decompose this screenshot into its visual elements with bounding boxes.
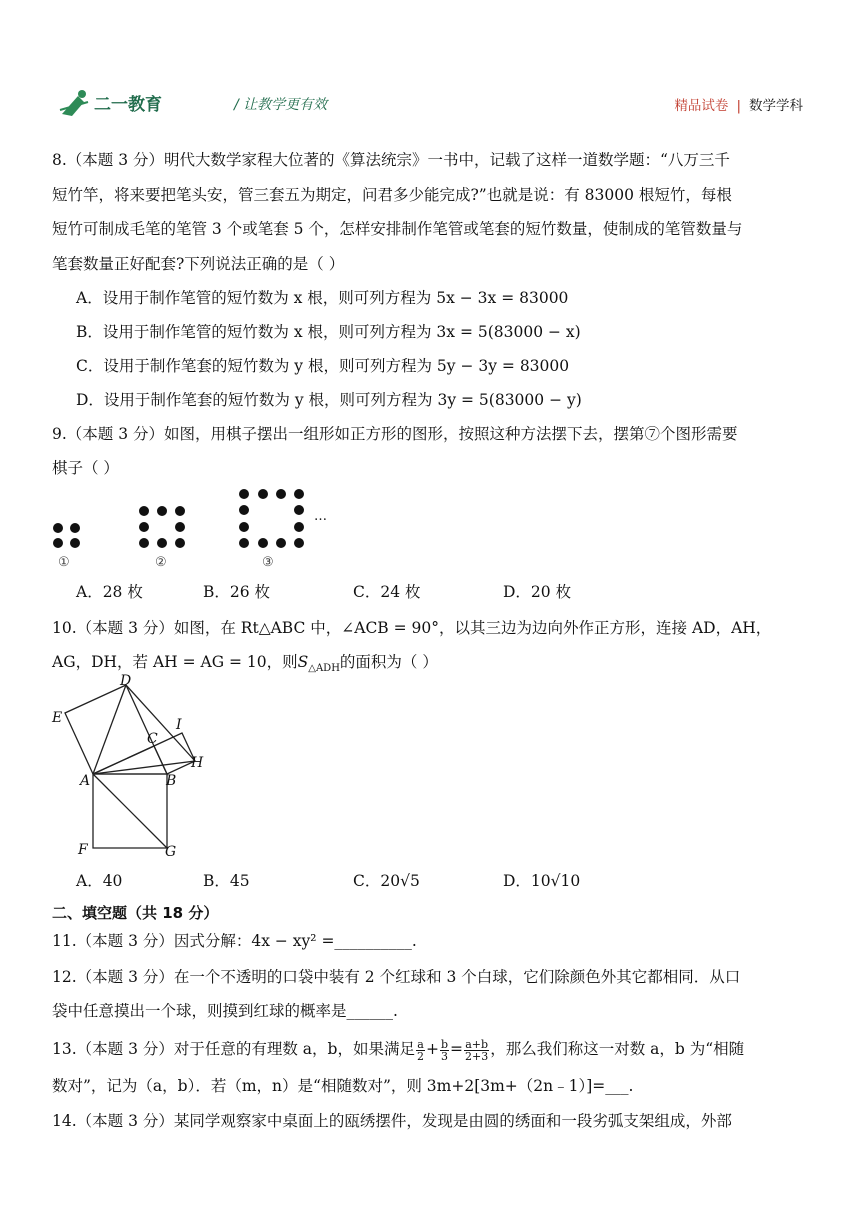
q9-fig3-dot [258, 538, 268, 548]
q8-option-b: B．设用于制作笔管的短竹数为 x 根，则可列方程为 3x = 5(83000 − x) [76, 323, 581, 341]
q10-area-symbol: S [297, 653, 309, 671]
label-d: D [120, 673, 132, 689]
header-slogan: / 让教学更有效 [234, 97, 328, 113]
q9-fig3-dot [294, 505, 304, 515]
q9-fig1-dot [70, 538, 80, 548]
label-f: F [78, 842, 88, 858]
q9-fig1-dot [53, 538, 63, 548]
segment-ag [93, 774, 167, 848]
q9-option-b: B．26 枚 [203, 583, 271, 601]
label-g: G [165, 844, 177, 860]
q9-fig3-dot [294, 522, 304, 532]
q8-option-a: A．设用于制作笔管的短竹数为 x 根，则可列方程为 5x − 3x = 83000 [76, 289, 569, 307]
header-label-subject: 数学学科 [749, 98, 803, 114]
logo-text: 二一教育 [94, 95, 162, 115]
q9-fig3-dot [239, 538, 249, 548]
header-subject [674, 94, 803, 114]
q9-ellipsis: … [314, 509, 327, 524]
label-c: C [147, 731, 158, 747]
q12-line-1: 12.（本题 3 分）在一个不透明的口袋中装有 2 个红球和 3 个白球，它们除颜色外其它都相同．从口 [52, 968, 741, 986]
q13-plus: + [425, 1040, 439, 1058]
q9-fig3-dot [276, 489, 286, 499]
q10-option-c: C．20√5 [353, 872, 420, 890]
q9-fig2-dot [139, 538, 149, 548]
q13-equals: = [450, 1040, 464, 1058]
label-b: B [166, 773, 177, 789]
q8-line-3: 短竹可制成毛笔的笔管 3 个或笔套 5 个，怎样安排制作笔管或笔套的短竹数量，使制成的笔管数量与 [52, 220, 743, 238]
segment-dh [126, 685, 195, 761]
q9-line-1: 9.（本题 3 分）如图，用棋子摆出一组形如正方形的图形，按照这种方法摆下去，摆第⑦个图形需要 [52, 425, 738, 443]
header-separator: | [736, 98, 741, 114]
q9-fig3-dot [294, 538, 304, 548]
q13-line-2: 数对”，记为（a，b）．若（m，n）是“相随数对”，则 3m+2[3m+（2n﹣1）]=___. [52, 1077, 634, 1095]
q9-fig2-dot [175, 506, 185, 516]
q9-fig3-dot [239, 505, 249, 515]
section-fill-in-title: 二、填空题（共 18 分） [52, 904, 219, 922]
q10-option-a: A．40 [76, 872, 123, 890]
q9-line-2: 棋子（ ） [52, 459, 119, 477]
q9-fig3-dot [258, 489, 268, 499]
q9-fig3-dot [276, 538, 286, 548]
label-e: E [52, 710, 63, 726]
q10-option-b: B．45 [203, 872, 250, 890]
label-h: H [191, 755, 204, 771]
q11-text: 11.（本题 3 分）因式分解：4x − xy² =__________. [52, 932, 417, 950]
q9-fig2-dot [175, 538, 185, 548]
q10-line-2-a: AG，DH，若 AH = AG = 10，则 [52, 653, 298, 671]
q8-option-c: C．设用于制作笔套的短竹数为 y 根，则可列方程为 5y − 3y = 83000 [76, 357, 570, 375]
q9-fig2-dot [157, 506, 167, 516]
q14-line-1: 14.（本题 3 分）某同学观察家中桌面上的瓯绣摆件，发现是由圆的绣面和一段劣弧支架组成，外部 [52, 1112, 732, 1130]
q9-option-d: D．20 枚 [503, 583, 572, 601]
q8-line-1: 8.（本题 3 分）明代大数学家程大位著的《算法统宗》一书中，记载了这样一道数学题：“八万三千 [52, 151, 730, 169]
q9-fig3-label: ③ [262, 555, 274, 570]
q8-line-2: 短竹竿，将来要把笔头安，管三套五为期定，问君多少能完成?”也就是说：有 83000 根短竹，每根 [52, 186, 732, 204]
q12-line-2: 袋中任意摸出一个球，则摸到红球的概率是______. [52, 1002, 398, 1020]
q13-line-1-b: ，那么我们称这一对数 a，b 为“相随 [490, 1040, 745, 1058]
q10-line-2-b: 的面积为（ ） [339, 653, 438, 671]
q13-line-1 [52, 1038, 812, 1062]
page-header [58, 88, 803, 120]
q9-fig2-dot [175, 522, 185, 532]
label-i: I [176, 717, 182, 733]
q10-option-d: D．10√10 [503, 872, 581, 890]
q9-fig2-label: ② [155, 555, 167, 570]
q13-frac-a-over-2: $\frac{a}{2}$ [416, 1037, 424, 1063]
q10-line-1: 10.（本题 3 分）如图，在 Rt△ABC 中，∠ACB = 90°，以其三边为边向外作正方形，连接 AD，AH， [52, 619, 772, 637]
q9-option-a: A．28 枚 [76, 583, 143, 601]
q9-fig3-dot [294, 489, 304, 499]
q8-line-4: 笔套数量正好配套?下列说法正确的是（ ） [52, 255, 345, 273]
q13-line-1-a: 13.（本题 3 分）对于任意的有理数 a，b，如果满足 [52, 1040, 415, 1058]
q13-frac-b-over-3: $\frac{b}{3}$ [440, 1037, 449, 1063]
q10-geometry-figure [50, 672, 220, 862]
logo-icon [58, 88, 168, 120]
q9-fig1-dot [70, 523, 80, 533]
q9-fig2-dot [139, 506, 149, 516]
q9-fig3-dot [239, 522, 249, 532]
q8-option-d: D．设用于制作笔套的短竹数为 y 根，则可列方程为 3y = 5(83000 − y) [76, 391, 582, 409]
q9-option-c: C．24 枚 [353, 583, 421, 601]
q9-fig1-label: ① [58, 555, 70, 570]
label-a: A [80, 773, 91, 789]
q9-fig2-dot [139, 522, 149, 532]
q9-fig2-dot [157, 538, 167, 548]
q9-fig1-dot [53, 523, 63, 533]
q13-frac-sum: $\frac{a+b}{2+3}$ [465, 1037, 489, 1063]
header-label-premium: 精品试卷 [674, 98, 729, 114]
q10-area-subscript: △ADH [308, 663, 340, 675]
q9-fig3-dot [239, 489, 249, 499]
